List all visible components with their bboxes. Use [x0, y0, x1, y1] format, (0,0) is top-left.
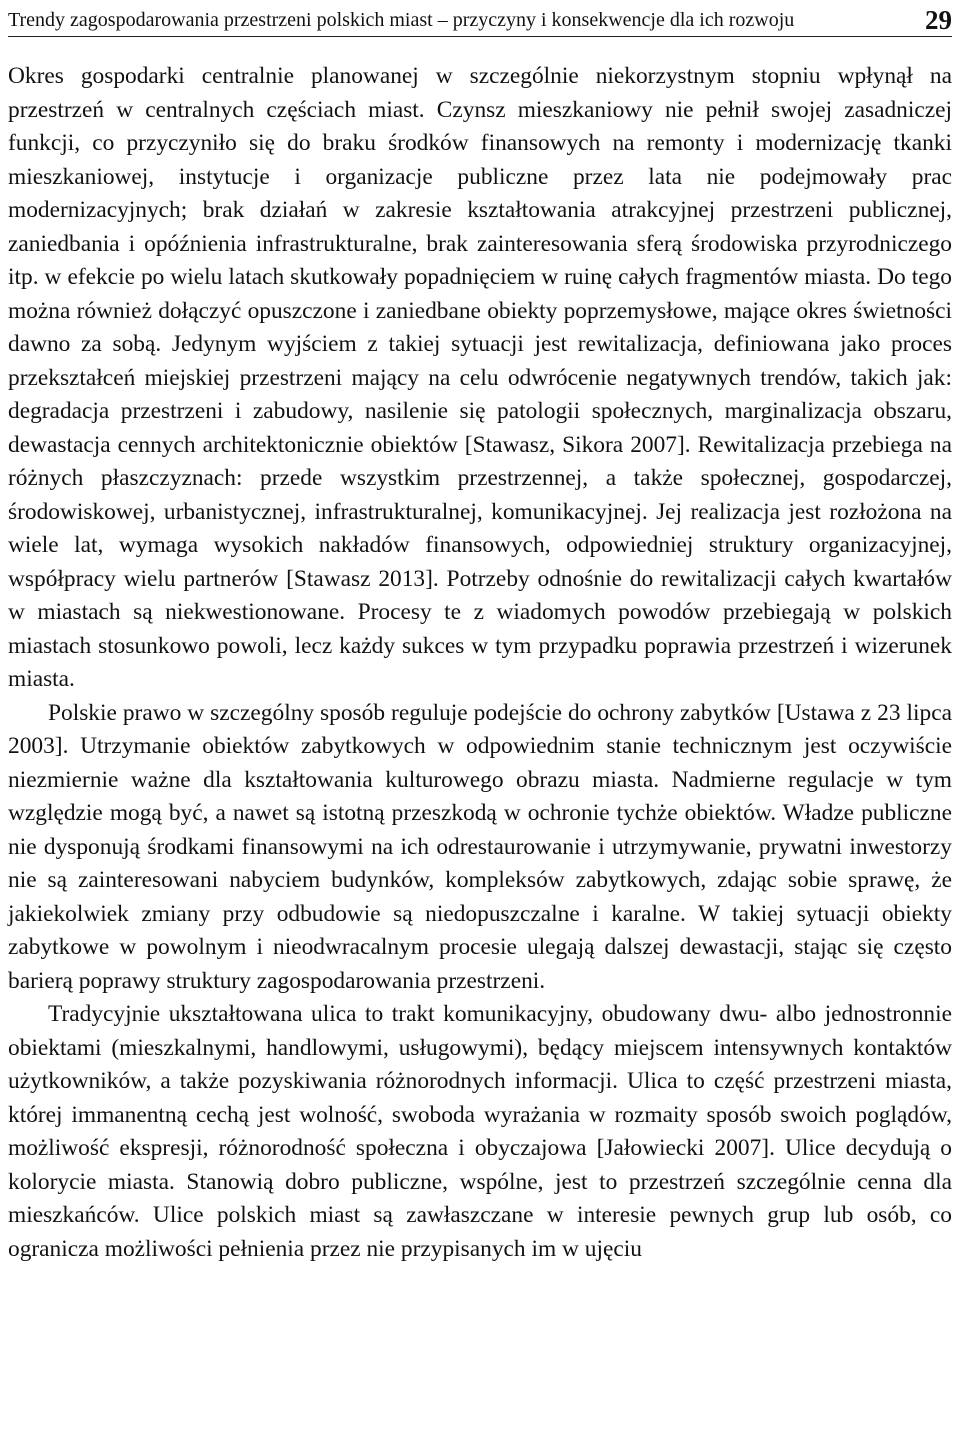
paragraph-street: Tradycyjnie ukształtowana ulica to trakt komunikacyjny, obudowany dwu- albo jednostronnie obiektami (mieszkalnymi, handlowymi, usługowymi), będący miejscem intensywnych kontaktów użytkowników, a także pozyskiwania różnorodnych informacji. Ulica to część przestrzeni miasta, której immanentną cechą jest wolność, swoboda wyrażania w rozmaity sposób swoich poglądów, możliwość ekspresji, różnorodność społeczna i obyczajowa [Jałowiecki 2007]. Ulice decydują o kolorycie miasta. Stanowią dobro publiczne, wspólne, jest to przestrzeń szczególnie cenna dla mieszkańców. Ulice polskich miast są zawłaszczane w interesie pewnych grup lub osób, co ogranicza możliwości pełnienia przez nie przypisanych im w ujęciu [8, 1001, 952, 1262]
paragraph-revitalization: Okres gospodarki centralnie planowanej w szczególnie niekorzystnym stopniu wpłynął na przestrzeń w centralnych częściach miast. Czynsz mieszkaniowy nie pełnił swojej zasadniczej funkcji, co przyczyniło się do braku środków finansowych na remonty i modernizację tkanki mieszkaniowej, instytucje i organizacje publiczne przez lata nie podejmowały prac modernizacyjnych; brak działań w zakresie kształtowania atrakcyjnej przestrzeni publicznej, zaniedbania i opóźnienia infrastrukturalne, brak zainteresowania sferą środowiska przyrodniczego itp. w efekcie po wielu latach skutkowały popadnięciem w ruinę całych fragmentów miasta. Do tego można również dołączyć opuszczone i zaniedbane obiekty poprzemysłowe, mające okres świetności dawno za sobą. Jedynym wyjściem z takiej sytuacji jest rewitalizacja, definiowana jako proces przekształceń miejskiej przestrzeni mający na celu odwrócenie negatywnych trendów, takich jak: degradacja przestrzeni i zabudowy, nasilenie się patologii społecznych, marginalizacja obszaru, dewastacja cennych architektonicznie obiektów [Stawasz, Sikora 2007]. Rewitalizacja przebiega na różnych płaszczyznach: przede wszystkim przestrzennej, a także społecznej, gospodarczej, środowiskowej, urbanistycznej, infrastrukturalnej, komunikacyjnej. Jej realizacja jest rozłożona na wiele lat, wymaga wysokich nakładów finansowych, odpowiedniej struktury organizacyjnej, współpracy wielu partnerów [Stawasz 2013]. Potrzeby odnośnie do rewitalizacji całych kwartałów w miastach są niekwestionowane. Procesy te z wiadomych powodów przebiegają w polskich miastach stosunkowo powoli, lecz każdy sukces w tym przypadku poprawia przestrzeń i wizerunek miasta. [8, 63, 952, 692]
running-header [8, 2, 952, 37]
running-title: Trendy zagospodarowania przestrzeni polskich miast – przyczyny i konsekwencje dla ich rozwoju [8, 9, 795, 31]
page-number: 29 [925, 5, 952, 35]
body-text [8, 60, 952, 1266]
paragraph-monument-protection: Polskie prawo w szczególny sposób reguluje podejście do ochrony zabytków [Ustawa z 23 lipca 2003]. Utrzymanie obiektów zabytkowych w odpowiednim stanie technicznym jest oczywiście niezmiernie ważne dla kształtowania kulturowego obrazu miasta. Nadmierne regulacje w tym względzie mogą być, a nawet są istotną przeszkodą w ochronie tychże obiektów. Władze publiczne nie dysponują środkami finansowymi na ich odrestaurowanie i utrzymywanie, prywatni inwestorzy nie są zainteresowani nabyciem budynków, kompleksów zabytkowych, zdając sobie sprawę, że jakiekolwiek zmiany przy odbudowie są niedopuszczalne i karalne. W takiej sytuacji obiekty zabytkowe w powolnym i nieodwracalnym procesie ulegają dalszej dewastacji, stając się często barierą poprawy struktury zagospodarowania przestrzeni. [8, 699, 952, 994]
